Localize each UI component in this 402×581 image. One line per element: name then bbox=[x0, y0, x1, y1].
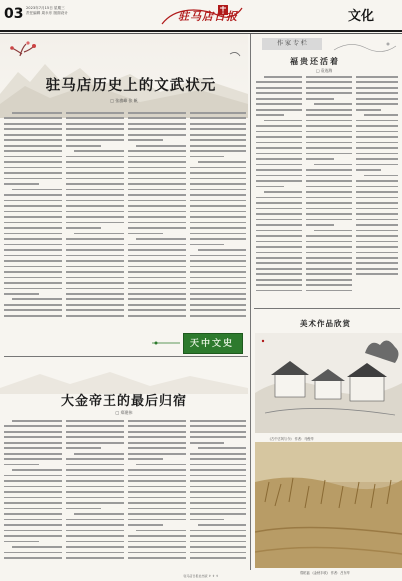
main-article-col-3 bbox=[128, 112, 186, 326]
banner-ornament bbox=[150, 336, 182, 350]
section-title: 文化 bbox=[348, 9, 375, 24]
date-line bbox=[26, 6, 68, 16]
column-article-col-2 bbox=[306, 76, 352, 304]
header-rule bbox=[0, 30, 402, 32]
artwork-painting-1 bbox=[255, 333, 402, 433]
column-header: 作 家 专 栏 bbox=[277, 40, 307, 47]
main-article-title: 驻马店历史上的文武状元 bbox=[45, 77, 217, 94]
art-section-divider bbox=[254, 308, 400, 309]
second-article-col-4 bbox=[190, 420, 246, 570]
main-article-byline: □ 张旗峰 张 帆 bbox=[110, 98, 138, 103]
second-article-col-1 bbox=[4, 420, 62, 570]
page-footer: 驻马店日报社出版 ⚘ ⚘ ⚘ bbox=[183, 574, 219, 578]
second-article-title: 大金帝王的最后归宿 bbox=[60, 394, 187, 409]
second-article-col-2 bbox=[66, 420, 124, 570]
date: 2023年7月15日 星期三 bbox=[26, 6, 65, 10]
artwork-caption-1: 《古中古风与今》 作者：马俊华 bbox=[268, 437, 314, 441]
main-article-col-2 bbox=[66, 112, 124, 326]
editor-line: 责任编辑 周永东 版面设计 bbox=[26, 11, 68, 15]
page-divider bbox=[250, 34, 251, 570]
column-article-title: 福贵还活着 bbox=[290, 56, 340, 66]
golden-harvest-painting bbox=[255, 442, 402, 568]
artwork-painting-2 bbox=[255, 442, 402, 568]
column-article-col-1 bbox=[256, 76, 302, 304]
column-article-col-3 bbox=[356, 76, 398, 286]
artwork-caption-2: 郑乾福 《金秋丰收》 作者：吕东华 bbox=[300, 571, 350, 575]
second-article-byline: □ 郑建伟 bbox=[115, 410, 133, 415]
column-decoration bbox=[330, 36, 400, 60]
main-article-col-1b bbox=[4, 232, 62, 332]
column-article-byline: □ 袁连海 bbox=[316, 68, 333, 73]
page-number: 03 bbox=[4, 6, 24, 22]
second-article-illustration bbox=[0, 358, 248, 394]
main-article-col-4 bbox=[190, 112, 246, 326]
art-section-title: 美术作品欣赏 bbox=[300, 319, 351, 328]
masthead-title: 驻马店日报 bbox=[178, 10, 238, 23]
column-banner-label: 天中文史 bbox=[189, 339, 234, 349]
second-article-col-3 bbox=[128, 420, 186, 570]
section-divider bbox=[4, 356, 248, 357]
ink-village-painting bbox=[255, 333, 402, 433]
